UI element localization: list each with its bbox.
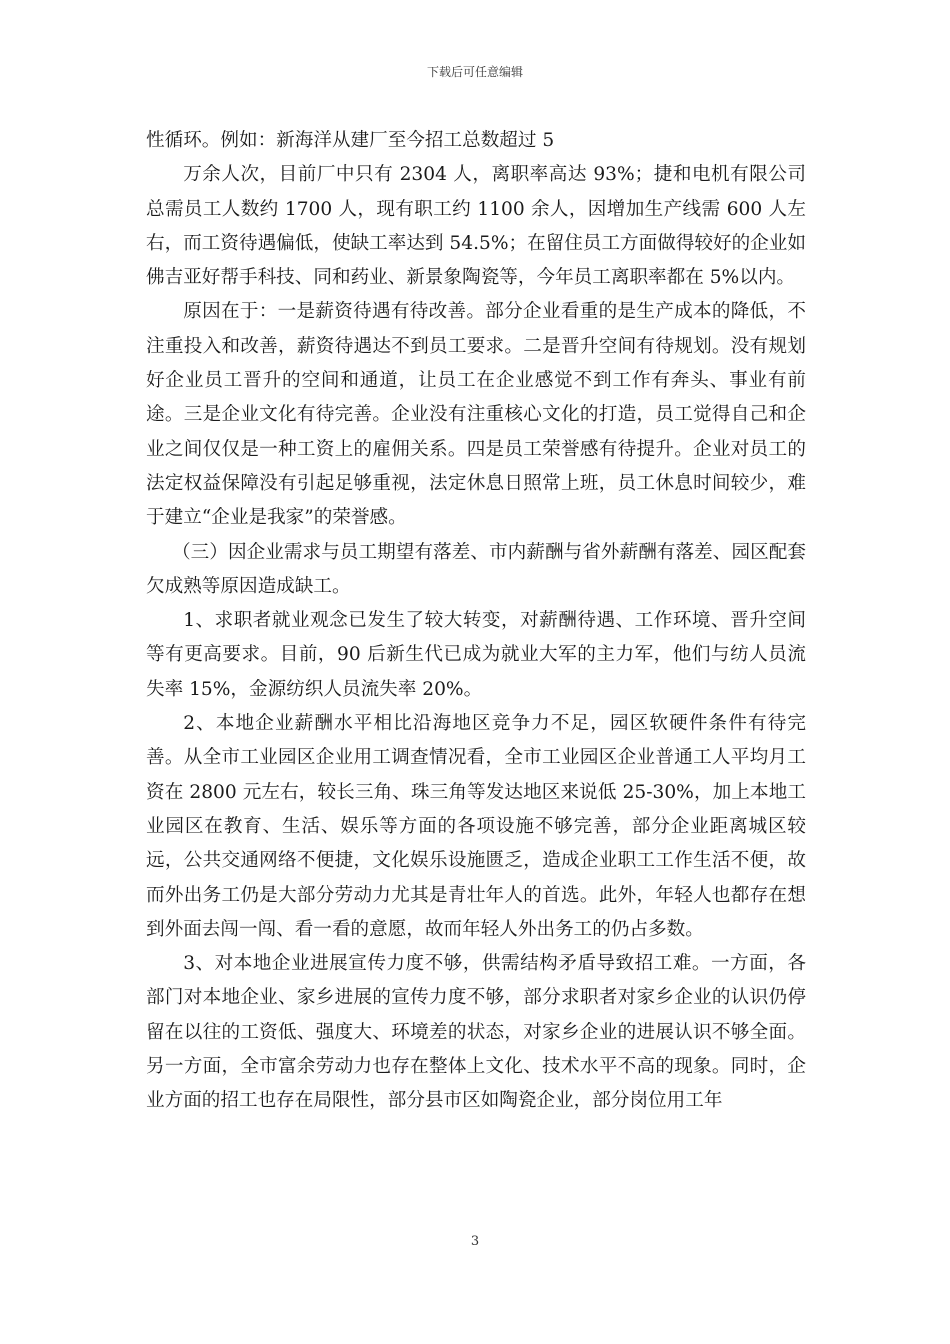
paragraph-item-2: 2、本地企业薪酬水平相比沿海地区竞争力不足，园区软硬件条件有待完善。从全市工业园区企业用工调查情况看，全市工业园区企业普通工人平均月工资在 2800 元左右，较长三角、珠三角等发达地区来说低 25-30%，加上本地工业园区在教育、生活、娱乐等方面的各项设施不够完善，部分企业距离城区较远，公共交通网络不便捷，文化娱乐设施匮乏，造成企业职工工作生活不便，故而外出务工仍是大部分劳动力尤其是青壮年人的首选。此外，年轻人也都存在想到外面去闯一闯、看一看的意愿，故而年轻人外出务工的仍占多数。 (146, 713, 806, 940)
page-number: 3 (470, 1234, 480, 1249)
paragraph-3: 原因在于：一是薪资待遇有待改善。部分企业看重的是生产成本的降低，不注重投入和改善，薪资待遇达不到员工要求。二是晋升空间有待规划。没有规划好企业员工晋升的空间和通道，让员工在企业感觉不到工作有奔头、事业有前途。三是企业文化有待完善。企业没有注重核心文化的打造，员工觉得自己和企业之间仅仅是一种工资上的雇佣关系。四是员工荣誉感有待提升。企业对员工的法定权益保障没有引起足够重视，法定休息日照常上班，员工休息时间较少，难于建立“企业是我家”的荣誉感。 (146, 301, 806, 529)
document-body (146, 124, 806, 1119)
paragraph-2: 万余人次，目前厂中只有 2304 人，离职率高达 93%；捷和电机有限公司总需员工人数约 1700 人，现有职工约 1100 余人，因增加生产线需 600 人左右，而工资待遇偏低，使缺工率达到 54.5%；在留住员工方面做得较好的企业如佛吉亚好帮手科技、同和药业、新景象陶瓷等，今年员工离职率都在 5%以内。 (146, 164, 806, 289)
section-heading-3: （三）因企业需求与员工期望有落差、市内薪酬与省外薪酬有落差、园区配套欠成熟等原因造成缺工。 (146, 541, 806, 597)
paragraph-item-1: 1、求职者就业观念已发生了较大转变，对薪酬待遇、工作环境、晋升空间等有更高要求。目前，90 后新生代已成为就业大军的主力军，他们与纺人员流失率 15%，金源纺织人员流失率 20%。 (146, 610, 806, 700)
paragraph-1: 性循环。例如：新海洋从建厂至今招工总数超过 5 (146, 130, 555, 151)
page-header: 下载后可任意编辑 (426, 65, 523, 79)
paragraph-item-3: 3、对本地企业进展宣传力度不够，供需结构矛盾导致招工难。一方面，各部门对本地企业、家乡进展的宣传力度不够，部分求职者对家乡企业的认识仍停留在以往的工资低、强度大、环境差的状态，对家乡企业的进展认识不够全面。另一方面，全市富余劳动力也存在整体上文化、技术水平不高的现象。同时，企业方面的招工也存在局限性，部分县市区如陶瓷企业，部分岗位用工年 (146, 953, 806, 1112)
